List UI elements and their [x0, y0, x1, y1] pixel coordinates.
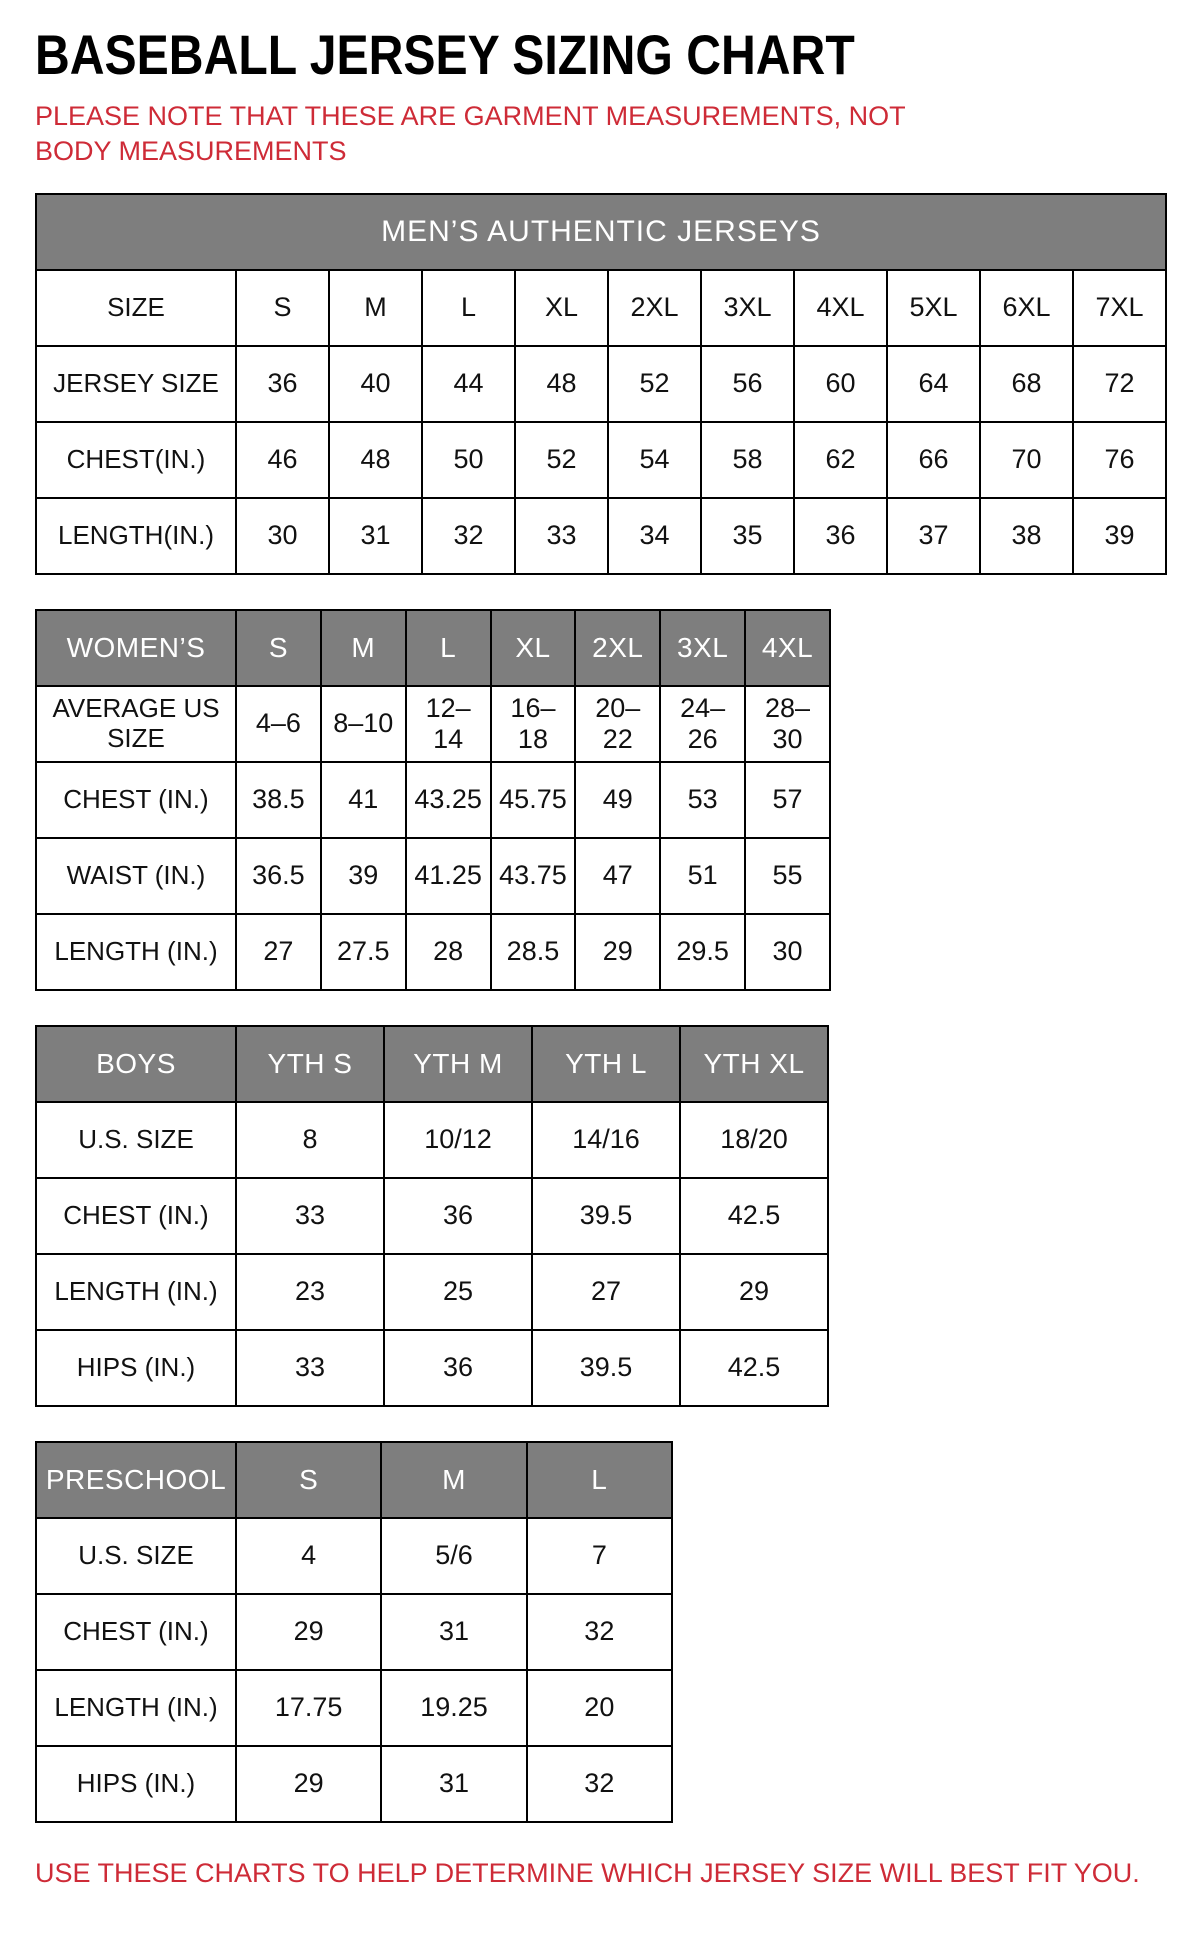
- mens-cell-r1-c8: 64: [887, 346, 980, 422]
- womens-cell-r2-c0: CHEST (IN.): [36, 762, 236, 838]
- mens-cell-r2-c1: 46: [236, 422, 329, 498]
- womens-cell-r1-c4: 16–18: [491, 686, 576, 762]
- boys-cell-r3-c4: 29: [680, 1254, 828, 1330]
- boys-cell-r3-c3: 27: [532, 1254, 680, 1330]
- preschool-cell-r0-c0: PRESCHOOL: [36, 1442, 236, 1518]
- womens-cell-r0-c4: XL: [491, 610, 576, 686]
- womens-cell-r4-c3: 28: [406, 914, 491, 990]
- mens-table-row: [36, 346, 1166, 422]
- preschool-cell-r3-c1: 17.75: [236, 1670, 381, 1746]
- boys-cell-r4-c1: 33: [236, 1330, 384, 1406]
- mens-cell-r0-c6: 3XL: [701, 270, 794, 346]
- preschool-table-row: [36, 1442, 672, 1518]
- womens-cell-r4-c2: 27.5: [321, 914, 406, 990]
- womens-cell-r2-c2: 41: [321, 762, 406, 838]
- womens-cell-r4-c1: 27: [236, 914, 321, 990]
- preschool-cell-r4-c1: 29: [236, 1746, 381, 1822]
- womens-cell-r0-c5: 2XL: [575, 610, 660, 686]
- womens-cell-r4-c7: 30: [745, 914, 830, 990]
- mens-sizing-table: [35, 193, 1167, 575]
- boys-cell-r2-c2: 36: [384, 1178, 532, 1254]
- preschool-cell-r1-c2: 5/6: [381, 1518, 526, 1594]
- preschool-cell-r1-c3: 7: [527, 1518, 672, 1594]
- boys-cell-r0-c3: YTH L: [532, 1026, 680, 1102]
- boys-table-row: [36, 1102, 828, 1178]
- womens-cell-r1-c6: 24–26: [660, 686, 745, 762]
- mens-cell-r2-c9: 70: [980, 422, 1073, 498]
- mens-cell-r2-c4: 52: [515, 422, 608, 498]
- mens-cell-r0-c4: XL: [515, 270, 608, 346]
- womens-table-row: [36, 686, 830, 762]
- mens-cell-r0-c7: 4XL: [794, 270, 887, 346]
- preschool-cell-r4-c3: 32: [527, 1746, 672, 1822]
- mens-cell-r0-c9: 6XL: [980, 270, 1073, 346]
- preschool-table-row: [36, 1518, 672, 1594]
- boys-sizing-table: [35, 1025, 829, 1407]
- mens-cell-r0-c1: S: [236, 270, 329, 346]
- boys-table-row: [36, 1330, 828, 1406]
- preschool-cell-r4-c0: HIPS (IN.): [36, 1746, 236, 1822]
- womens-cell-r0-c7: 4XL: [745, 610, 830, 686]
- mens-table-title: MEN’S AUTHENTIC JERSEYS: [36, 194, 1166, 270]
- womens-cell-r1-c0: AVERAGE US SIZE: [36, 686, 236, 762]
- preschool-cell-r3-c2: 19.25: [381, 1670, 526, 1746]
- mens-table-row: [36, 498, 1166, 574]
- mens-cell-r2-c3: 50: [422, 422, 515, 498]
- mens-cell-r1-c2: 40: [329, 346, 422, 422]
- womens-cell-r2-c4: 45.75: [491, 762, 576, 838]
- garment-measurement-note: PLEASE NOTE THAT THESE ARE GARMENT MEASUREMENTS, NOT BODY MEASUREMENTS: [35, 100, 906, 166]
- preschool-sizing-table: [35, 1441, 673, 1823]
- preschool-table-row: [36, 1670, 672, 1746]
- womens-cell-r0-c2: M: [321, 610, 406, 686]
- boys-table-row: [36, 1254, 828, 1330]
- womens-cell-r2-c3: 43.25: [406, 762, 491, 838]
- mens-cell-r1-c4: 48: [515, 346, 608, 422]
- mens-cell-r1-c1: 36: [236, 346, 329, 422]
- boys-cell-r4-c2: 36: [384, 1330, 532, 1406]
- preschool-cell-r1-c0: U.S. SIZE: [36, 1518, 236, 1594]
- mens-cell-r3-c8: 37: [887, 498, 980, 574]
- womens-cell-r0-c1: S: [236, 610, 321, 686]
- mens-cell-r1-c0: JERSEY SIZE: [36, 346, 236, 422]
- mens-cell-r1-c10: 72: [1073, 346, 1166, 422]
- preschool-cell-r1-c1: 4: [236, 1518, 381, 1594]
- boys-cell-r2-c4: 42.5: [680, 1178, 828, 1254]
- womens-cell-r2-c5: 49: [575, 762, 660, 838]
- womens-cell-r4-c6: 29.5: [660, 914, 745, 990]
- boys-cell-r2-c0: CHEST (IN.): [36, 1178, 236, 1254]
- mens-cell-r2-c0: CHEST(IN.): [36, 422, 236, 498]
- womens-cell-r2-c1: 38.5: [236, 762, 321, 838]
- womens-cell-r1-c3: 12–14: [406, 686, 491, 762]
- womens-table-row: [36, 914, 830, 990]
- boys-cell-r0-c2: YTH M: [384, 1026, 532, 1102]
- mens-table-row: [36, 422, 1166, 498]
- boys-cell-r3-c2: 25: [384, 1254, 532, 1330]
- boys-cell-r0-c4: YTH XL: [680, 1026, 828, 1102]
- womens-cell-r2-c7: 57: [745, 762, 830, 838]
- mens-cell-r1-c9: 68: [980, 346, 1073, 422]
- womens-cell-r3-c1: 36.5: [236, 838, 321, 914]
- mens-cell-r1-c3: 44: [422, 346, 515, 422]
- womens-cell-r0-c0: WOMEN’S: [36, 610, 236, 686]
- boys-cell-r1-c3: 14/16: [532, 1102, 680, 1178]
- mens-cell-r3-c3: 32: [422, 498, 515, 574]
- womens-cell-r3-c2: 39: [321, 838, 406, 914]
- mens-cell-r0-c5: 2XL: [608, 270, 701, 346]
- mens-cell-r3-c2: 31: [329, 498, 422, 574]
- preschool-cell-r2-c1: 29: [236, 1594, 381, 1670]
- womens-cell-r1-c1: 4–6: [236, 686, 321, 762]
- womens-cell-r1-c2: 8–10: [321, 686, 406, 762]
- page-title: BASEBALL JERSEY SIZING CHART: [35, 23, 855, 86]
- mens-cell-r0-c3: L: [422, 270, 515, 346]
- boys-cell-r1-c1: 8: [236, 1102, 384, 1178]
- boys-cell-r1-c4: 18/20: [680, 1102, 828, 1178]
- womens-table-row: [36, 838, 830, 914]
- mens-cell-r3-c1: 30: [236, 498, 329, 574]
- preschool-cell-r2-c3: 32: [527, 1594, 672, 1670]
- mens-cell-r0-c8: 5XL: [887, 270, 980, 346]
- preschool-table-row: [36, 1746, 672, 1822]
- mens-table-title-row: [36, 194, 1166, 270]
- boys-cell-r3-c1: 23: [236, 1254, 384, 1330]
- mens-cell-r0-c2: M: [329, 270, 422, 346]
- mens-cell-r2-c2: 48: [329, 422, 422, 498]
- womens-cell-r2-c6: 53: [660, 762, 745, 838]
- womens-cell-r3-c5: 47: [575, 838, 660, 914]
- mens-cell-r3-c10: 39: [1073, 498, 1166, 574]
- preschool-cell-r2-c0: CHEST (IN.): [36, 1594, 236, 1670]
- boys-cell-r4-c0: HIPS (IN.): [36, 1330, 236, 1406]
- fit-guidance-note: USE THESE CHARTS TO HELP DETERMINE WHICH JERSEY SIZE WILL BEST FIT YOU.: [35, 1857, 1140, 1888]
- mens-cell-r3-c5: 34: [608, 498, 701, 574]
- mens-cell-r2-c8: 66: [887, 422, 980, 498]
- preschool-cell-r3-c0: LENGTH (IN.): [36, 1670, 236, 1746]
- boys-table-row: [36, 1178, 828, 1254]
- womens-cell-r3-c7: 55: [745, 838, 830, 914]
- preschool-cell-r0-c3: L: [527, 1442, 672, 1518]
- boys-cell-r4-c4: 42.5: [680, 1330, 828, 1406]
- mens-cell-r2-c6: 58: [701, 422, 794, 498]
- preschool-cell-r2-c2: 31: [381, 1594, 526, 1670]
- mens-cell-r3-c6: 35: [701, 498, 794, 574]
- womens-cell-r3-c3: 41.25: [406, 838, 491, 914]
- mens-cell-r0-c0: SIZE: [36, 270, 236, 346]
- preschool-cell-r0-c2: M: [381, 1442, 526, 1518]
- mens-cell-r0-c10: 7XL: [1073, 270, 1166, 346]
- womens-cell-r0-c6: 3XL: [660, 610, 745, 686]
- mens-cell-r2-c10: 76: [1073, 422, 1166, 498]
- boys-table-row: [36, 1026, 828, 1102]
- preschool-cell-r3-c3: 20: [527, 1670, 672, 1746]
- womens-cell-r3-c6: 51: [660, 838, 745, 914]
- womens-cell-r3-c0: WAIST (IN.): [36, 838, 236, 914]
- mens-table-row: [36, 270, 1166, 346]
- womens-table-row: [36, 762, 830, 838]
- preschool-cell-r4-c2: 31: [381, 1746, 526, 1822]
- womens-table-row: [36, 610, 830, 686]
- boys-cell-r1-c2: 10/12: [384, 1102, 532, 1178]
- mens-cell-r1-c7: 60: [794, 346, 887, 422]
- boys-cell-r2-c3: 39.5: [532, 1178, 680, 1254]
- womens-cell-r1-c7: 28–30: [745, 686, 830, 762]
- womens-sizing-table: [35, 609, 831, 991]
- boys-cell-r2-c1: 33: [236, 1178, 384, 1254]
- womens-cell-r4-c4: 28.5: [491, 914, 576, 990]
- mens-cell-r1-c6: 56: [701, 346, 794, 422]
- preschool-table-row: [36, 1594, 672, 1670]
- womens-cell-r4-c5: 29: [575, 914, 660, 990]
- boys-cell-r0-c0: BOYS: [36, 1026, 236, 1102]
- womens-cell-r4-c0: LENGTH (IN.): [36, 914, 236, 990]
- mens-cell-r1-c5: 52: [608, 346, 701, 422]
- preschool-cell-r0-c1: S: [236, 1442, 381, 1518]
- mens-cell-r2-c5: 54: [608, 422, 701, 498]
- mens-cell-r2-c7: 62: [794, 422, 887, 498]
- boys-cell-r4-c3: 39.5: [532, 1330, 680, 1406]
- boys-cell-r1-c0: U.S. SIZE: [36, 1102, 236, 1178]
- mens-cell-r3-c7: 36: [794, 498, 887, 574]
- mens-cell-r3-c0: LENGTH(IN.): [36, 498, 236, 574]
- mens-cell-r3-c9: 38: [980, 498, 1073, 574]
- boys-cell-r0-c1: YTH S: [236, 1026, 384, 1102]
- womens-cell-r3-c4: 43.75: [491, 838, 576, 914]
- womens-cell-r1-c5: 20–22: [575, 686, 660, 762]
- womens-cell-r0-c3: L: [406, 610, 491, 686]
- mens-cell-r3-c4: 33: [515, 498, 608, 574]
- boys-cell-r3-c0: LENGTH (IN.): [36, 1254, 236, 1330]
